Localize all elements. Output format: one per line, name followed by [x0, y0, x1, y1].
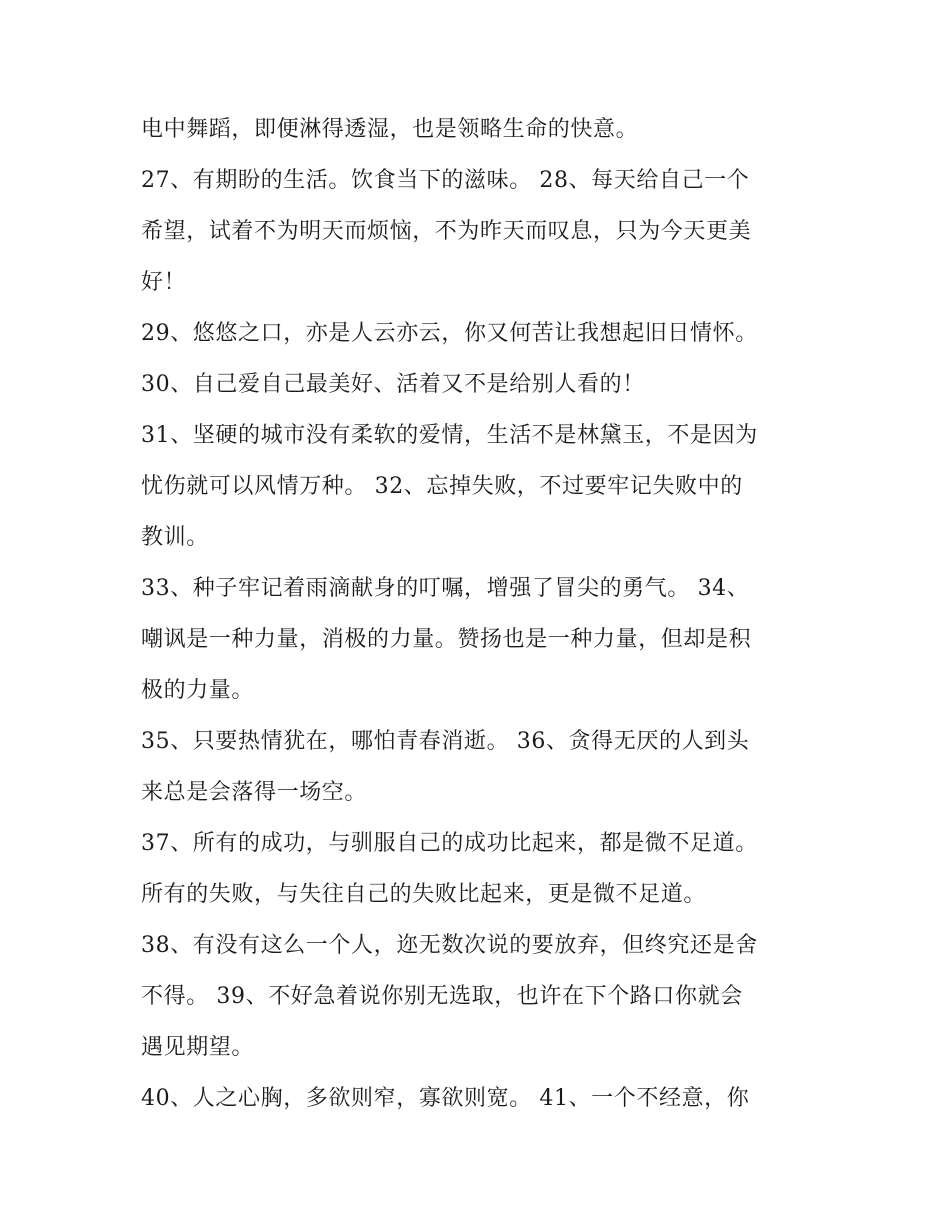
- text-line: 33、种子牢记着雨滴献身的叮嘱，增强了冒尖的勇气。 34、: [141, 576, 750, 601]
- text-line: 40、人之心胸，多欲则窄，寡欲则宽。 41、一个不经意，你: [141, 1086, 750, 1111]
- text-line: 29、悠悠之口，亦是人云亦云，你又何苦让我想起旧日情怀。: [141, 321, 758, 346]
- text-line: 极的力量。: [141, 678, 255, 703]
- text-line: 希望，试着不为明天而烦恼，不为昨天而叹息，只为今天更美: [141, 219, 752, 244]
- text-line: 来总是会落得一场空。: [141, 780, 368, 805]
- text-line: 电中舞蹈，即便淋得透湿，也是领略生命的快意。: [141, 117, 639, 142]
- text-line: 不得。 39、不好急着说你别无选取，也许在下个路口你就会: [141, 984, 743, 1009]
- text-line: 教训。: [141, 525, 209, 550]
- text-line: 37、所有的成功，与驯服自己的成功比起来，都是微不足道。: [141, 831, 758, 856]
- text-line: 遇见期望。: [141, 1035, 255, 1060]
- text-line: 忧伤就可以风情万种。 32、忘掉失败，不过要牢记失败中的: [141, 474, 743, 499]
- document-body: [141, 104, 821, 1124]
- text-line: 38、有没有这么一个人，迩无数次说的要放弃，但终究还是舍: [141, 933, 758, 958]
- text-line: 好！: [141, 270, 187, 295]
- text-line: 27、有期盼的生活。饮食当下的滋味。 28、每天给自己一个: [141, 168, 750, 193]
- text-line: 35、只要热情犹在，哪怕青春消逝。 36、贪得无厌的人到头: [141, 729, 750, 754]
- text-line: 嘲讽是一种力量，消极的力量。赞扬也是一种力量，但却是积: [141, 627, 752, 652]
- text-line: 所有的失败，与失往自己的失败比起来，更是微不足道。: [141, 882, 707, 907]
- text-line: 30、自己爱自己最美好、活着又不是给别人看的！: [141, 372, 645, 397]
- text-line: 31、坚硬的城市没有柔软的爱情，生活不是林黛玉，不是因为: [141, 423, 758, 448]
